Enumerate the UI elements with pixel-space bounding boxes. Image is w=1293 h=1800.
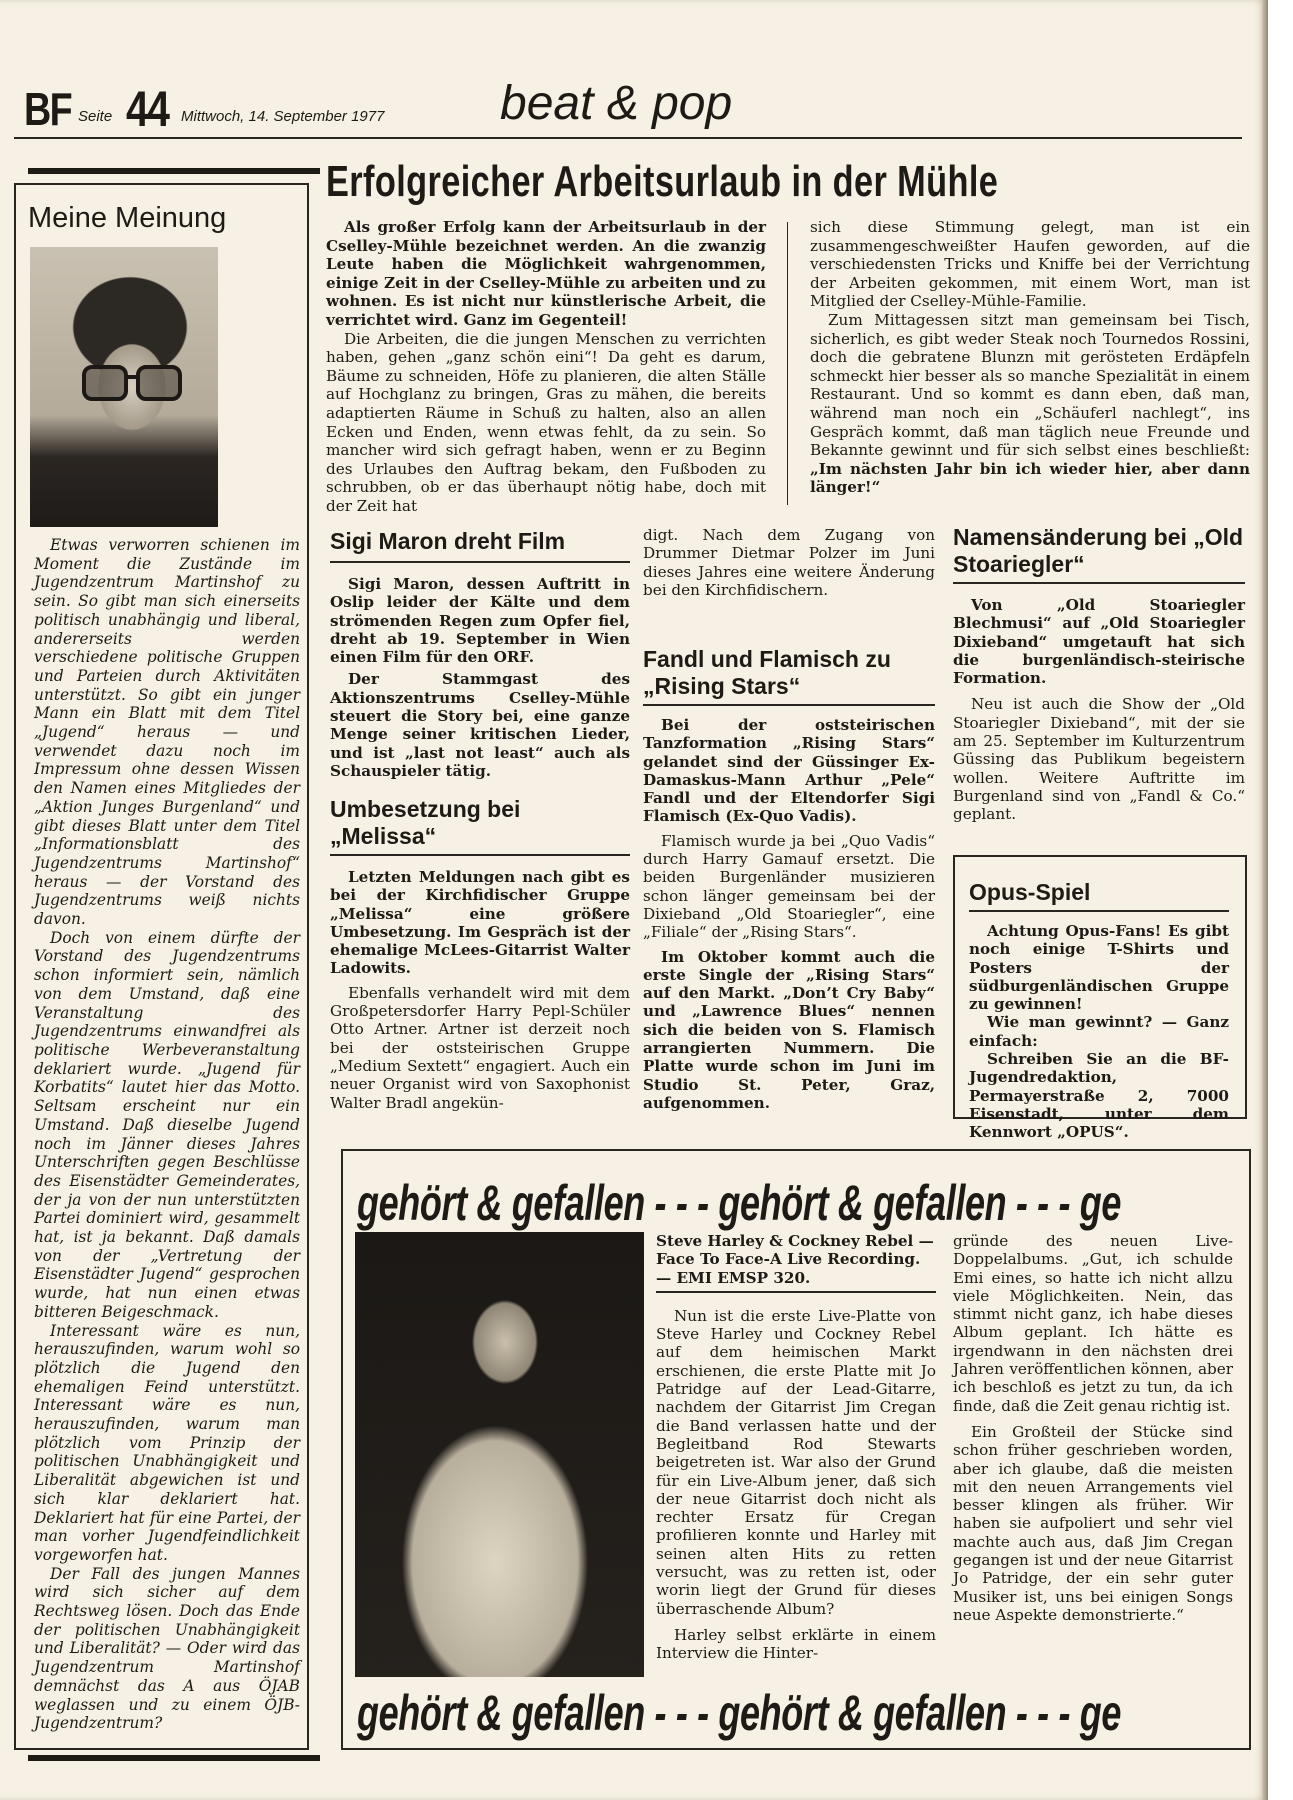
review-paragraph: Nun ist die erste Live-Platte von Steve Harley und Cockney Rebel auf dem heimischen Markt erschienen, die erste Platte mit Jo Patridge auf der Lead-Gitarre, nachdem der Gitarrist Jim Cregan die Band verlassen hatte und der Begleitband Rod Stewarts beigetreten ist. War also der Grund für ein Live-Album jener, daß sich der neue Gitarrist doch nicht als rechter Ersatz für Cregan profilieren konnte und Harley mit seinen alten Hits zu retten versucht, was zu retten ist, oder worin liegt der Grund für dieses überraschende Album? [656, 1306, 936, 1618]
melissa-article [330, 796, 630, 1112]
author-portrait-photo [30, 247, 218, 527]
main-article-paragraph [810, 311, 1250, 497]
sigi-maron-body [330, 575, 630, 780]
section-title: beat & pop [500, 77, 733, 130]
article-paragraph: Wie man gewinnt? — Ganz einfach: [969, 1013, 1229, 1050]
column-divider [787, 222, 788, 505]
article-paragraph: Flamisch wurde ja bei „Quo Vadis“ durch Harry Gamauf ersetzt. Die beiden Burgenländer musizieren schon länger gemeinsam bei der Dixieband „Old Stoariegler“, eine „Filiale“ der „Rising Stars“. [643, 831, 935, 942]
opus-headline: Opus-Spiel [969, 879, 1091, 905]
opus-body [969, 922, 1229, 1142]
stoariegler-headline: Namensänderung bei „Old Stoariegler“ [953, 524, 1244, 577]
main-article-paragraph: sich diese Stimmung gelegt, man ist ein zusammengeschweißter Haufen geworden, auf die verschiedensten Tricks und Kniffe bei der Verrichtung der Arbeiten gekommen, mit einem Wort, man ist Mitglied der Cselley-Mühle-Familie. [810, 218, 1250, 311]
page-label: Seite [78, 108, 113, 125]
rising-stars-body [643, 716, 935, 1112]
article-paragraph: Von „Old Stoariegler Blechmusi“ auf „Old Stoariegler Dixieband“ umgetauft hat sich die burgenländisch-steirische Formation. [953, 596, 1245, 688]
review-banner-bottom: gehört & gefallen - - - gehört & gefallen - - - ge [357, 1685, 1122, 1741]
steve-harley-concert-photo [355, 1232, 644, 1677]
main-article-lead: Als großer Erfolg kann der Arbeitsurlaub in der Cselley-Mühle bezeichnet werden. An die zwanzig Leute haben die Möglichkeit wahrgenommen, einige Zeit in der Cselley-Mühle zu arbeiten und zu wohnen. Es ist nicht nur künstlerische Arbeit, die verrichtet wird. Ganz im Gegenteil! [326, 218, 766, 329]
opinion-text [34, 536, 300, 1733]
article-paragraph: Schreiben Sie an die BF-Jugendredaktion, Permayerstraße 2, 7000 Eisenstadt, unter dem Kennwort „OPUS“. [969, 1050, 1229, 1142]
article-paragraph: Sigi Maron, dessen Auftritt in Oslip leider der Kälte und dem strömenden Regen zum Opfer fiel, dreht ab 19. September in Wien einen Film für den ORF. [330, 575, 630, 667]
melissa-headline: Umbesetzung bei „Melissa“ [330, 796, 521, 849]
page-edge [1262, 0, 1268, 1800]
headline-rule [969, 910, 1229, 912]
masthead-logo: BF [24, 83, 72, 135]
article-paragraph: Bei der oststeirischen Tanzformation „Rising Stars“ gelandet sind der Güssinger Ex-Damaskus-Mann Arthur „Pele“ Fandl und der Eltendorfer Sigi Flamisch (Ex-Quo Vadis). [643, 716, 935, 826]
headline-rule [330, 854, 630, 856]
article-paragraph: Neu ist auch die Show der „Old Stoariegler Dixieband“, mit der sie am 25. September im Kulturzentrum Güssing das Publikum begeistern wollen. Weitere Auftritte im Burgenland sind von „Fandl & Co.“ geplant. [953, 695, 1245, 824]
review-column-1 [656, 1232, 936, 1663]
main-article-column-2 [810, 218, 1250, 497]
record-info-rule [656, 1291, 936, 1293]
headline-rule [330, 561, 630, 563]
melissa-continued [643, 526, 935, 599]
headline-rule [643, 704, 935, 706]
main-article-column-1 [326, 218, 766, 516]
review-paragraph: gründe des neuen Live-Doppelalbums. „Gut, ich schulde Emi eines, so hatte ich nicht allzu viele Möglichkeiten. Nein, das stimmt nicht ganz, ich habe dieses Album geplant. Ich hätte es irgendwann in den nächsten drei Jahren veröffentlichen können, aber ich beschloß es jetzt zu tun, da ich finde, daß die Zeit genau richtig ist. [953, 1232, 1233, 1415]
article-paragraph: Im Oktober kommt auch die erste Single der „Rising Stars“ auf den Markt. „Don’t Cry Baby“ und „Lawrence Blues“ nennen sich die beiden von S. Flamisch arrangierten Nummern. Die Platte wurde schon im Juni im Studio St. Peter, Graz, aufgenommen. [643, 947, 935, 1112]
article-paragraph: Ebenfalls verhandelt wird mit dem Großpetersdorfer Harry Pepl-Schüler Otto Artner. Artner ist derzeit noch bei der oststeirischen Gruppe „Medium Sextett“ engagiert. Auch ein neuer Organist wird von Saxophonist Walter Bradl angekün- [330, 983, 630, 1112]
article-paragraph: digt. Nach dem Zugang von Drummer Dietmar Polzer im Juni dieses Jahres eine weitere Änderung bei den Kirchfidischern. [643, 526, 935, 599]
article-paragraph: Achtung Opus-Fans! Es gibt noch einige T-Shirts und Posters der südburgenländischen Gruppe zu gewinnen! [969, 922, 1229, 1014]
rising-stars-headline: Fandl und Flamisch zu „Rising Stars“ [643, 646, 891, 699]
main-headline: Erfolgreicher Arbeitsurlaub in der Mühle [326, 157, 999, 206]
main-article-paragraph: Die Arbeiten, die die jungen Menschen zu verrichten haben, gehen „ganz schön eini“! Da geht es darum, Bäume zu schneiden, Höfe zu planieren, die alten Ställe auf Hochglanz zu bringen, Gras zu mähen, die bereits adaptierten Räume in Schuß zu halten, also an allen Ecken und Enden, wenn etwas fehlt, da zu sein. So mancher wird sich gefragt haben, wenn er zu Beginn des Urlaubes den Auftrag bekam, den Fußboden zu schrubben, ob er das überhaupt nötig habe, doch mit der Zeit hat [326, 329, 766, 515]
opinion-paragraph: Der Fall des jungen Mannes wird sich sicher auf dem Rechtsweg lösen. Doch das Ende der politischen Unabhängigkeit und Liberalität? — Oder wird das Jugendzentrum Martinshof demnächst das A aus ÖJAB weglassen und zu einem ÖJB-Jugendzentrum? [34, 1564, 300, 1733]
stoariegler-body [953, 596, 1245, 824]
article-paragraph: Der Stammgast des Aktionszentrums Cselley-Mühle steuert die Story bei, eine ganze Menge seiner kritischen Lieder, und ist „last not least“ auch als Schauspieler tätig. [330, 670, 630, 780]
header-divider [14, 137, 1242, 139]
opinion-paragraph: Interessant wäre es nun, herauszufinden, warum wohl so plötzlich die Jugend den ehemaligen Feind unterstützt. Interessant wäre es nun, herauszufinden, warum man plötzlich vom Prinzip der politischen Unabhängigkeit und Liberalität abgewichen ist und sich klar deklariert hat. Deklariert hat für eine Partei, der man vorher Jugendfeindlichkeit vorgeworfen hat. [34, 1321, 300, 1564]
review-paragraph: Ein Großteil der Stücke sind schon früher geschrieben worden, aber ich glaube, daß die meisten mit den neuen Arrangements viel besser klingen als früher. Wir haben sie aufpoliert und sehr viel machte auch aus, daß Jim Cregan gegangen ist und der neue Gitarrist Jo Patridge, der ein sehr guter Musiker ist, uns bei einigen Songs neue Aspekte demonstrierte.“ [953, 1422, 1233, 1624]
main-article-quote: „Im nächsten Jahr bin ich wieder hier, aber dann länger!“ [810, 459, 1250, 497]
review-banner-top: gehört & gefallen - - - gehört & gefallen - - - ge [357, 1175, 1122, 1231]
opus-contest-box [953, 855, 1247, 1142]
page-number: 44 [126, 81, 169, 137]
melissa-body [330, 868, 630, 1112]
sigi-maron-headline: Sigi Maron dreht Film [330, 528, 566, 554]
article-paragraph: Letzten Meldungen nach gibt es bei der Kirchfidischer Gruppe „Melissa“ eine größere Umbesetzung. Im Gespräch ist der ehemalige McLees-Gitarrist Walter Ladowits. [330, 868, 630, 978]
rising-stars-article [643, 646, 935, 1112]
stoariegler-article [953, 524, 1245, 824]
review-column-2 [953, 1232, 1233, 1624]
opus-article [969, 879, 1229, 1142]
review-paragraph: Harley selbst erklärte in einem Interview die Hinter- [656, 1625, 936, 1663]
opinion-bottom-bar [28, 1755, 320, 1761]
record-info: Steve Harley & Cockney Rebel — Face To Face-A Live Recording. — EMI EMSP 320. [656, 1232, 934, 1287]
opinion-top-bar [28, 168, 320, 174]
issue-date: Mittwoch, 14. September 1977 [181, 108, 385, 125]
opinion-title: Meine Meinung [28, 202, 227, 234]
opinion-paragraph: Etwas verworren schienen im Moment die Zustände im Jugendzentrum Martinshof zu sein. So gibt man sich einerseits politisch unabhängig und liberal, andererseits werden verschiedene politische Gruppen und Parteien durch Aktivitäten unterstützt. So gibt ein junger Mann ein Blatt mit dem Titel „Jugend“ heraus — und verwendet dazu noch im Impressum ohne dessen Wissen den Namen eines Mitgliedes der „Aktion Junges Burgenland“ und gibt dieses Blatt unter dem Titel „Informationsblatt des Jugendzentrums Martinshof“ heraus — der Vorstand des Jugendzentrums weiß nichts davon. [34, 536, 300, 929]
headline-rule [953, 582, 1245, 584]
glasses-graphic [82, 365, 182, 401]
main-article-text: Zum Mittagessen sitzt man gemeinsam bei Tisch, sicherlich, es gibt weder Steak noch Tournedos Rossini, doch die gebratene Blunzn mit gerösteten Erdäpfeln schmeckt hier besser als so manche Spezialität in einem Restaurant. Und so kommt es dann eben, daß man, während man noch ein „Schäuferl nachlegt“, ins Gespräch kommt, daß man täglich neue Freunde und Bekannte gewinnt und für sich selbst eines beschließt: [810, 310, 1250, 460]
sigi-maron-article [330, 528, 630, 780]
opinion-paragraph: Doch von einem dürfte der Vorstand des Jugendzentrums schon informiert sein, nämlich von dem Umstand, daß eine Veranstaltung des Jugendzentrums einwandfrei als politische Werbeveranstaltung deklariert wurde. „Jugend für Korbatits“ lautet hier das Motto. Seltsam erscheint nur ein Umstand. Daß dieselbe Jugend noch im Jänner dieses Jahres Unterschriften gegen Beschlüsse des Eisenstädter Gemeinderates, der ja von der nun unterstützten Partei dominiert wird, gesammelt hat, ist ja bekannt. Daß damals von der „Vertretung der Eisenstädter Jugend“ gesprochen wurde, hat nun einen etwas bitteren Beigeschmack. [34, 928, 300, 1321]
